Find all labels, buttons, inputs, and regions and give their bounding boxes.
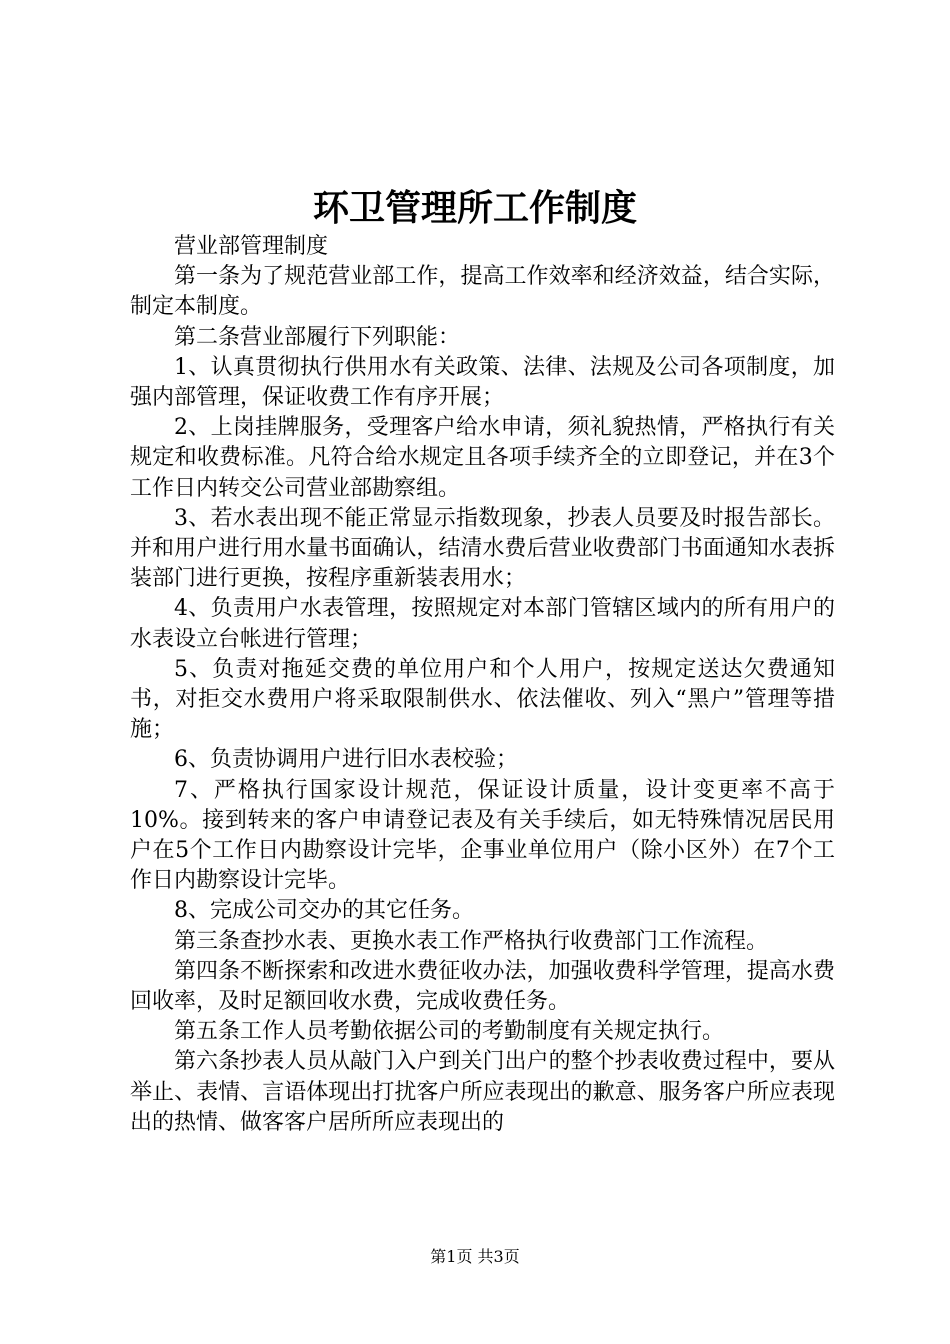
paragraph: 第二条营业部履行下列职能： [174,324,461,350]
paragraph: 7、严格执行国家设计规范，保证设计质量，设计变更率不高于10%。接到转来的客户申请登记表及有关手续后，如无特殊情况居民用户在5个工作日内勘察设计完毕，企事业单位用户（除小区外）在7个工作日内勘察设计完毕。 [130,777,835,894]
paragraph: 第四条不断探索和改进水费征收办法，加强收费科学管理，提高水费回收率，及时足额回收水费，完成收费任务。 [130,958,835,1015]
paragraph: 8、完成公司交办的其它任务。 [174,898,474,924]
paragraph: 营业部管理制度 [174,234,329,259]
paragraph: 第五条工作人员考勤依据公司的考勤制度有关规定执行。 [174,1019,725,1045]
paragraph: 3、若水表出现不能正常显示指数现象，抄表人员要及时报告部长。并和用户进行用水量书面确认，结清水费后营业收费部门书面通知水表拆装部门进行更换，按程序重新装表用水； [130,505,835,592]
paragraph: 2、上岗挂牌服务，受理客户给水申请，须礼貌热情，严格执行有关规定和收费标准。凡符合给水规定且各项手续齐全的立即登记，并在3个工作日内转交公司营业部勘察组。 [130,415,835,501]
page-footer: 第1页 共3页 [430,1247,520,1266]
paragraph: 1、认真贯彻执行供用水有关政策、法律、法规及公司各项制度，加强内部管理，保证收费工作有序开展； [130,354,835,411]
paragraph: 5、负责对拖延交费的单位用户和个人用户，按规定送达欠费通知书，对拒交水费用户将采取限制供水、依法催收、列入“黑户”管理等措施； [130,656,835,743]
paragraph: 6、负责协调用户进行旧水表校验； [174,747,518,773]
paragraph: 第六条抄表人员从敲门入户到关门出户的整个抄表收费过程中，要从举止、表情、言语体现出打扰客户所应表现出的歉意、服务客户所应表现出的热情、做客客户居所所应表现出的 [130,1049,835,1135]
paragraph: 4、负责用户水表管理，按照规定对本部门管辖区域内的所有用户的水表设立台帐进行管理； [130,596,835,652]
document-title: 环卫管理所工作制度 [312,187,637,229]
document-body [130,232,835,1138]
paragraph: 第三条查抄水表、更换水表工作严格执行收费部门工作流程。 [174,928,769,954]
paragraph: 第一条为了规范营业部工作，提高工作效率和经济效益，结合实际，制定本制度。 [130,264,835,320]
